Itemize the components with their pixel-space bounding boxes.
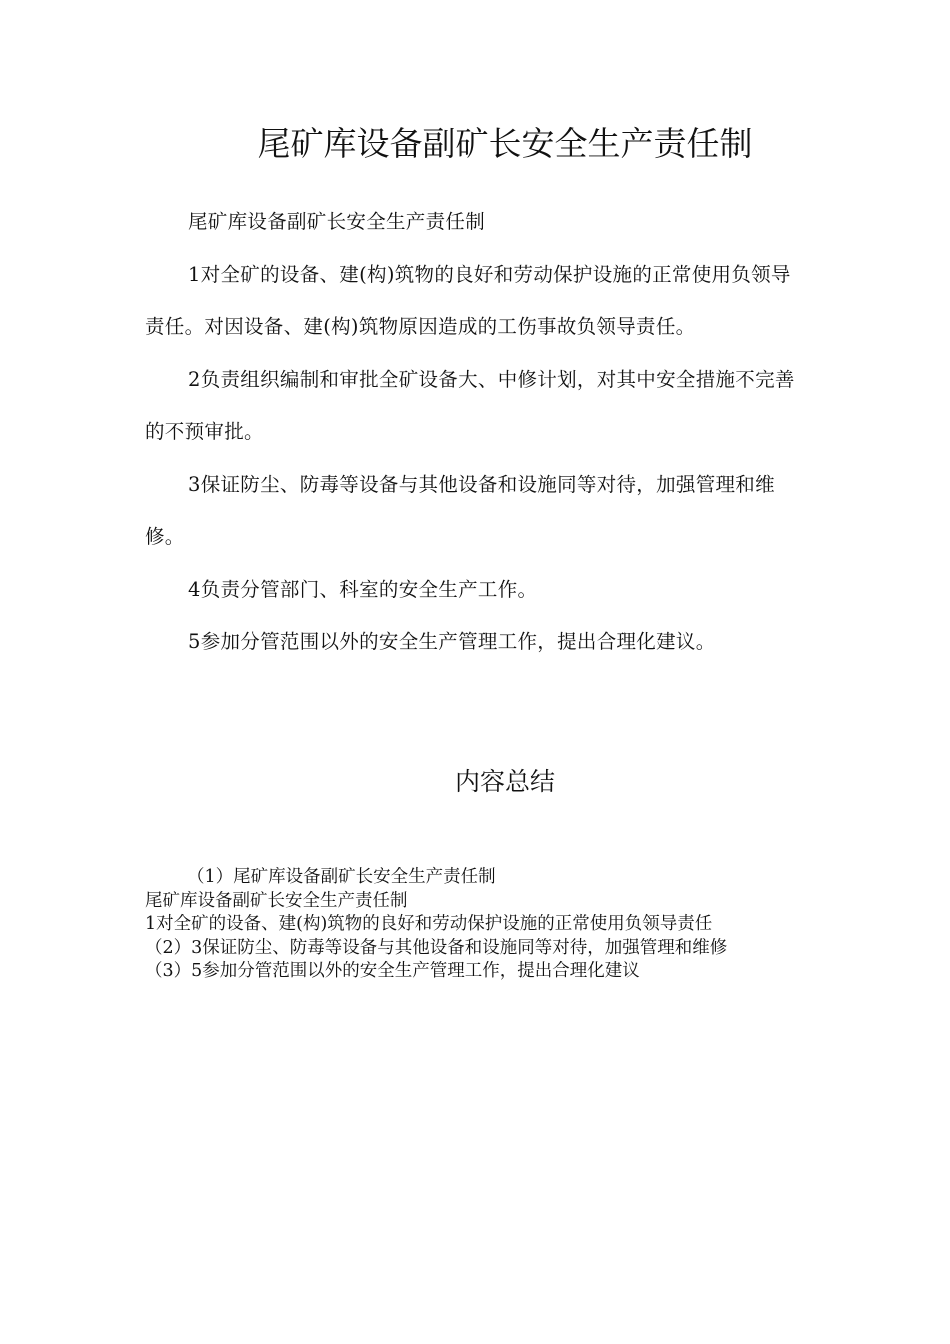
summary-line: 1对全矿的设备、建(构)筑物的良好和劳动保护设施的正常使用负领导责任 (145, 914, 713, 934)
summary-line: （1）尾矿库设备副矿长安全生产责任制 (187, 867, 496, 887)
body-paragraph: 4负责分管部门、科室的安全生产工作。 (188, 577, 538, 601)
summary-line: 尾矿库设备副矿长安全生产责任制 (145, 890, 408, 911)
summary-section (145, 866, 805, 984)
summary-title: 内容总结 (454, 767, 555, 796)
summary-line: （3）5参加分管范围以外的安全生产管理工作，提出合理化建议 (145, 961, 640, 981)
body-paragraph: 2负责组织编制和审批全矿设备大、中修计划，对其中安全措施不完善的不预审批。 (145, 367, 795, 443)
body-paragraph: 1对全矿的设备、建(构)筑物的良好和劳动保护设施的正常使用负领导责任。对因设备、建(构)筑物原因造成的工伤事故负领导责任。 (145, 262, 791, 338)
body-paragraph: 尾矿库设备副矿长安全生产责任制 (188, 210, 486, 233)
summary-line: （2）3保证防尘、防毒等设备与其他设备和设施同等对待，加强管理和维修 (145, 937, 728, 958)
document-body (145, 196, 805, 669)
body-paragraph: 5参加分管范围以外的安全生产管理工作，提出合理化建议。 (188, 630, 716, 653)
body-paragraph: 3保证防尘、防毒等设备与其他设备和设施同等对待，加强管理和维修。 (145, 472, 775, 548)
document-title: 尾矿库设备副矿长安全生产责任制 (257, 124, 753, 163)
